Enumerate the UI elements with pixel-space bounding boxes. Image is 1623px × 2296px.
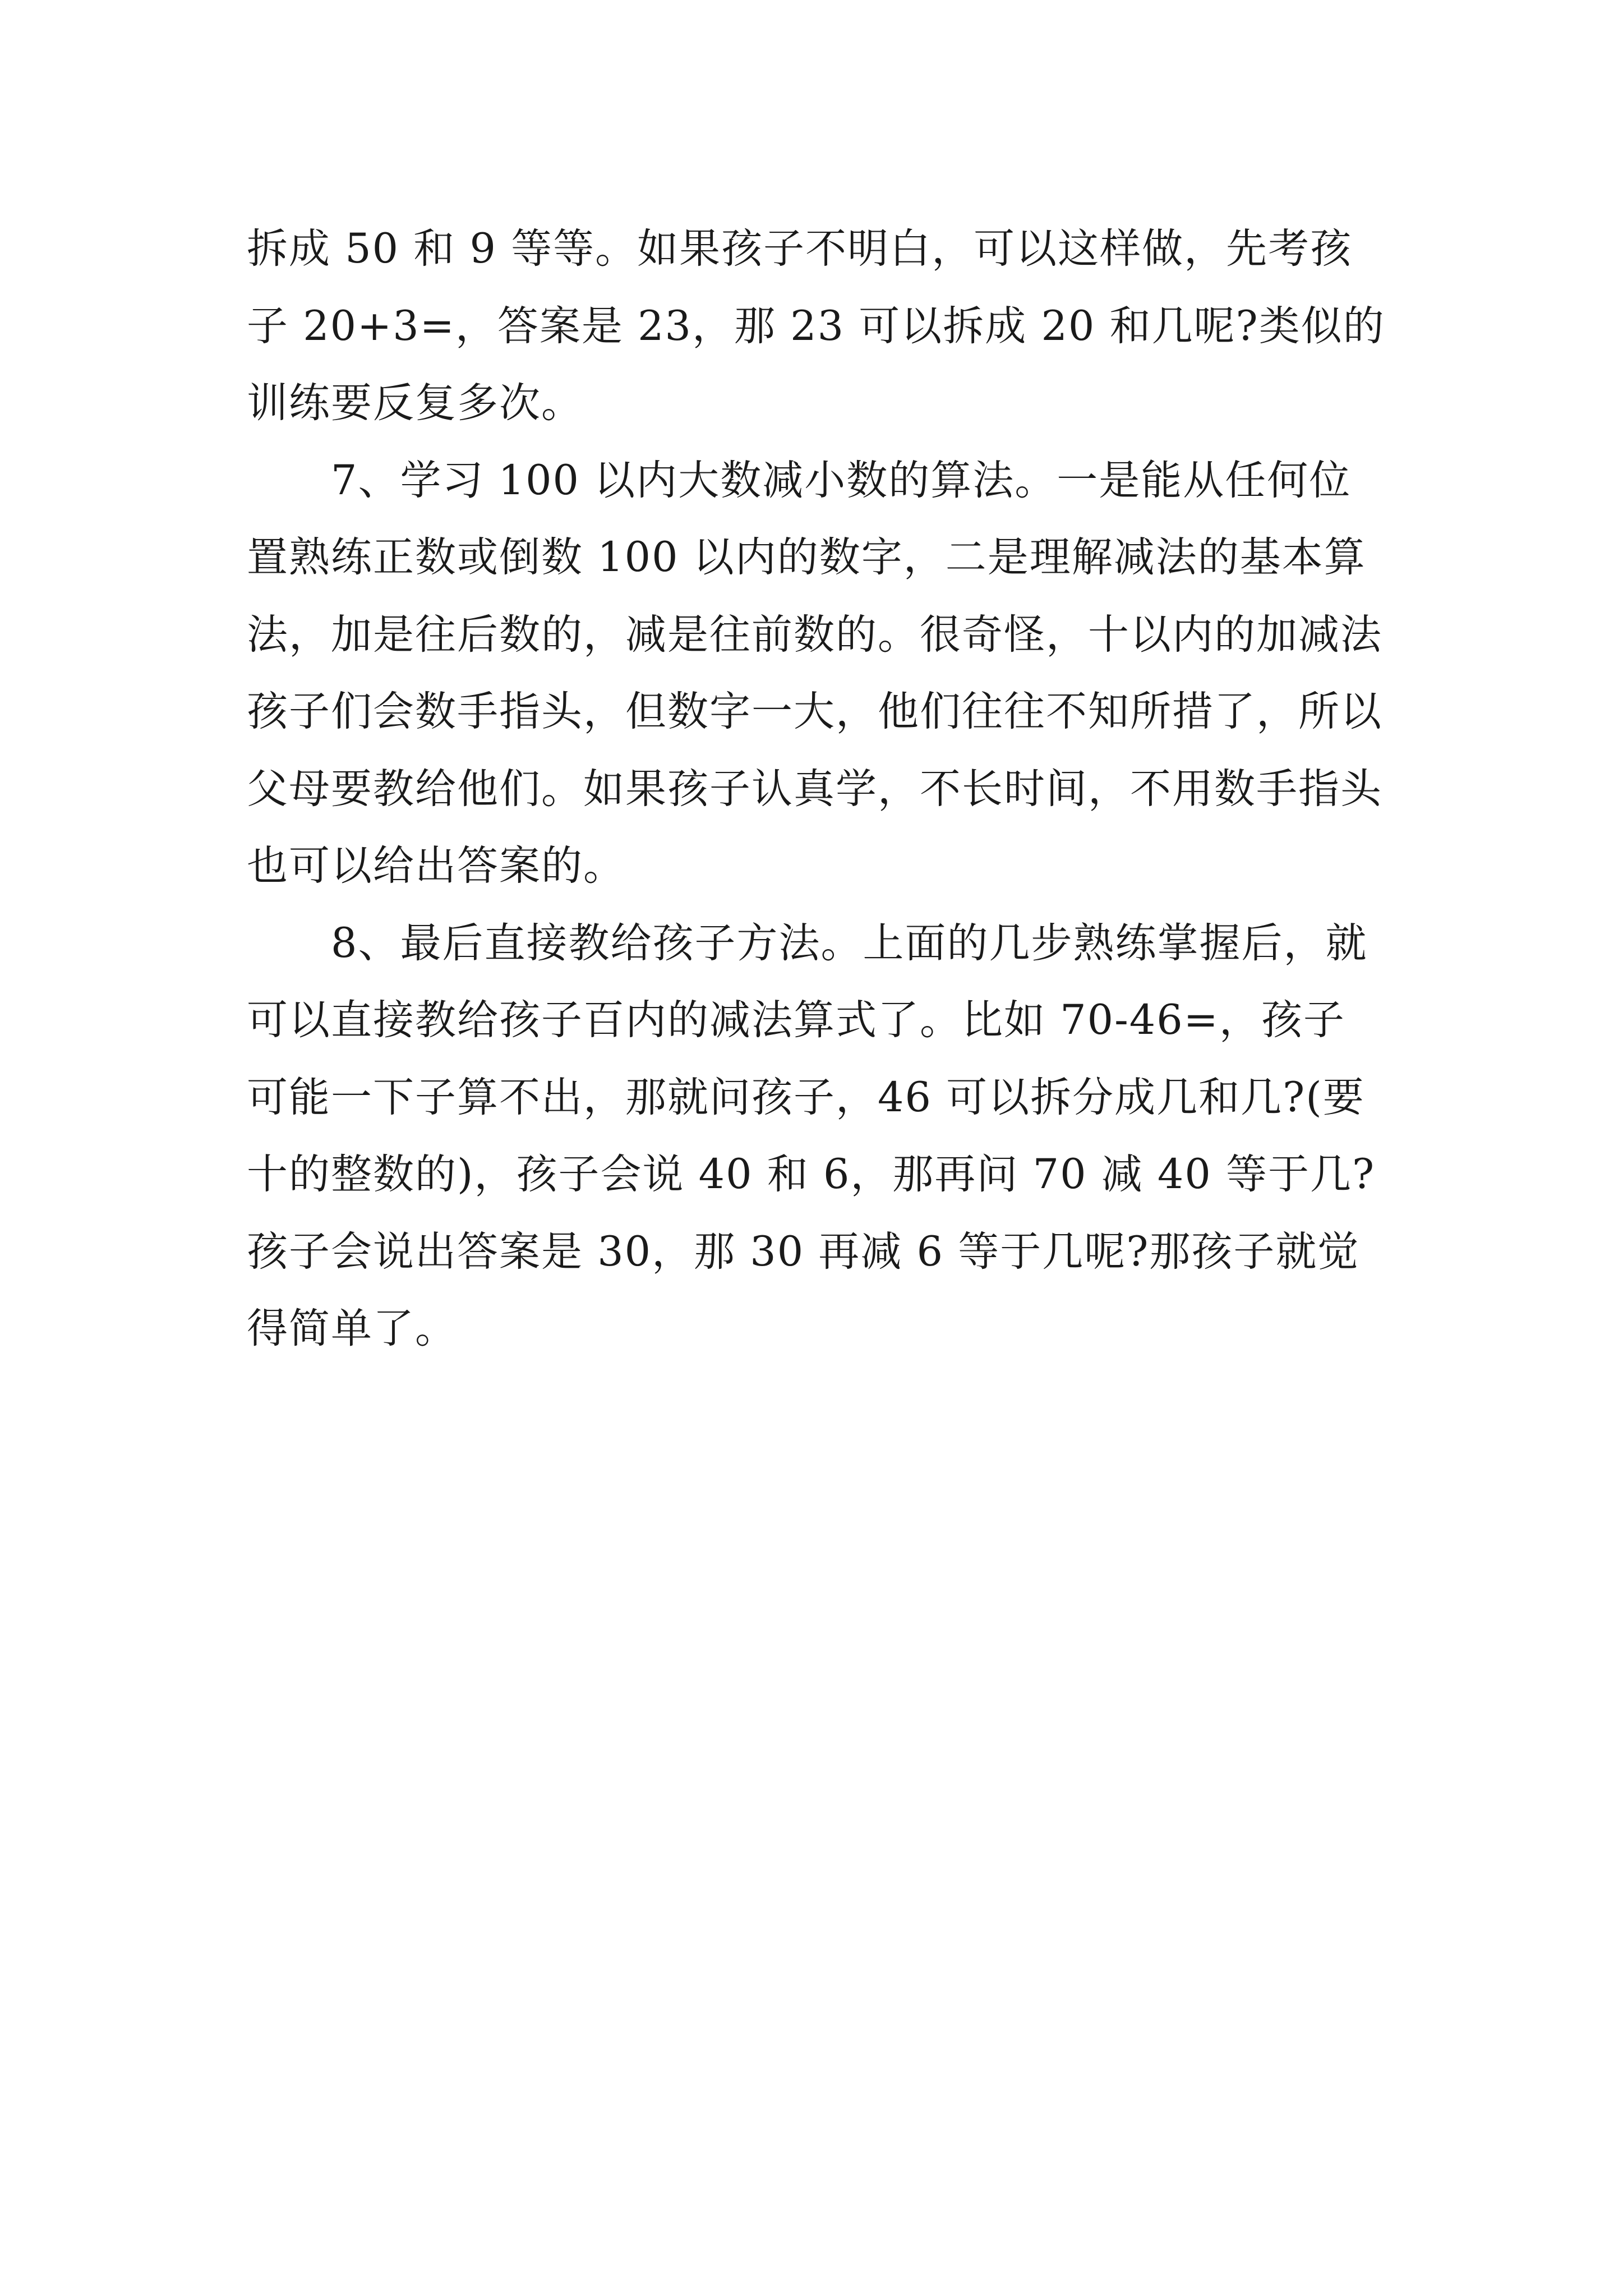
paragraph-continuation: 拆成 50 和 9 等等。如果孩子不明白，可以这样做，先考孩子 20+3=，答案是 23，那 23 可以拆成 20 和几呢?类似的训练要反复多次。 xyxy=(247,225,1385,427)
document-body xyxy=(247,210,1385,1368)
paragraph-step-8: 8、最后直接教给孩子方法。上面的几步熟练掌握后，就可以直接教给孩子百内的减法算式了。比如 70-46=，孩子可能一下子算不出，那就问孩子，46 可以拆分成几和几?(要十的整数的)，孩子会说 40 和 6，那再问 70 减 40 等于几?孩子会说出答案是 30，那 30 再减 6 等于几呢?那孩子就觉得简单了。 xyxy=(247,919,1376,1352)
paragraph-step-7: 7、学习 100 以内大数减小数的算法。一是能从任何位置熟练正数或倒数 100 以内的数字，二是理解减法的基本算法，加是往后数的，减是往前数的。很奇怪，十以内的加减法孩子们会数手指头，但数字一大，他们往往不知所措了，所以父母要教给他们。如果孩子认真学，不长时间，不用数手指头也可以给出答案的。 xyxy=(247,456,1382,890)
